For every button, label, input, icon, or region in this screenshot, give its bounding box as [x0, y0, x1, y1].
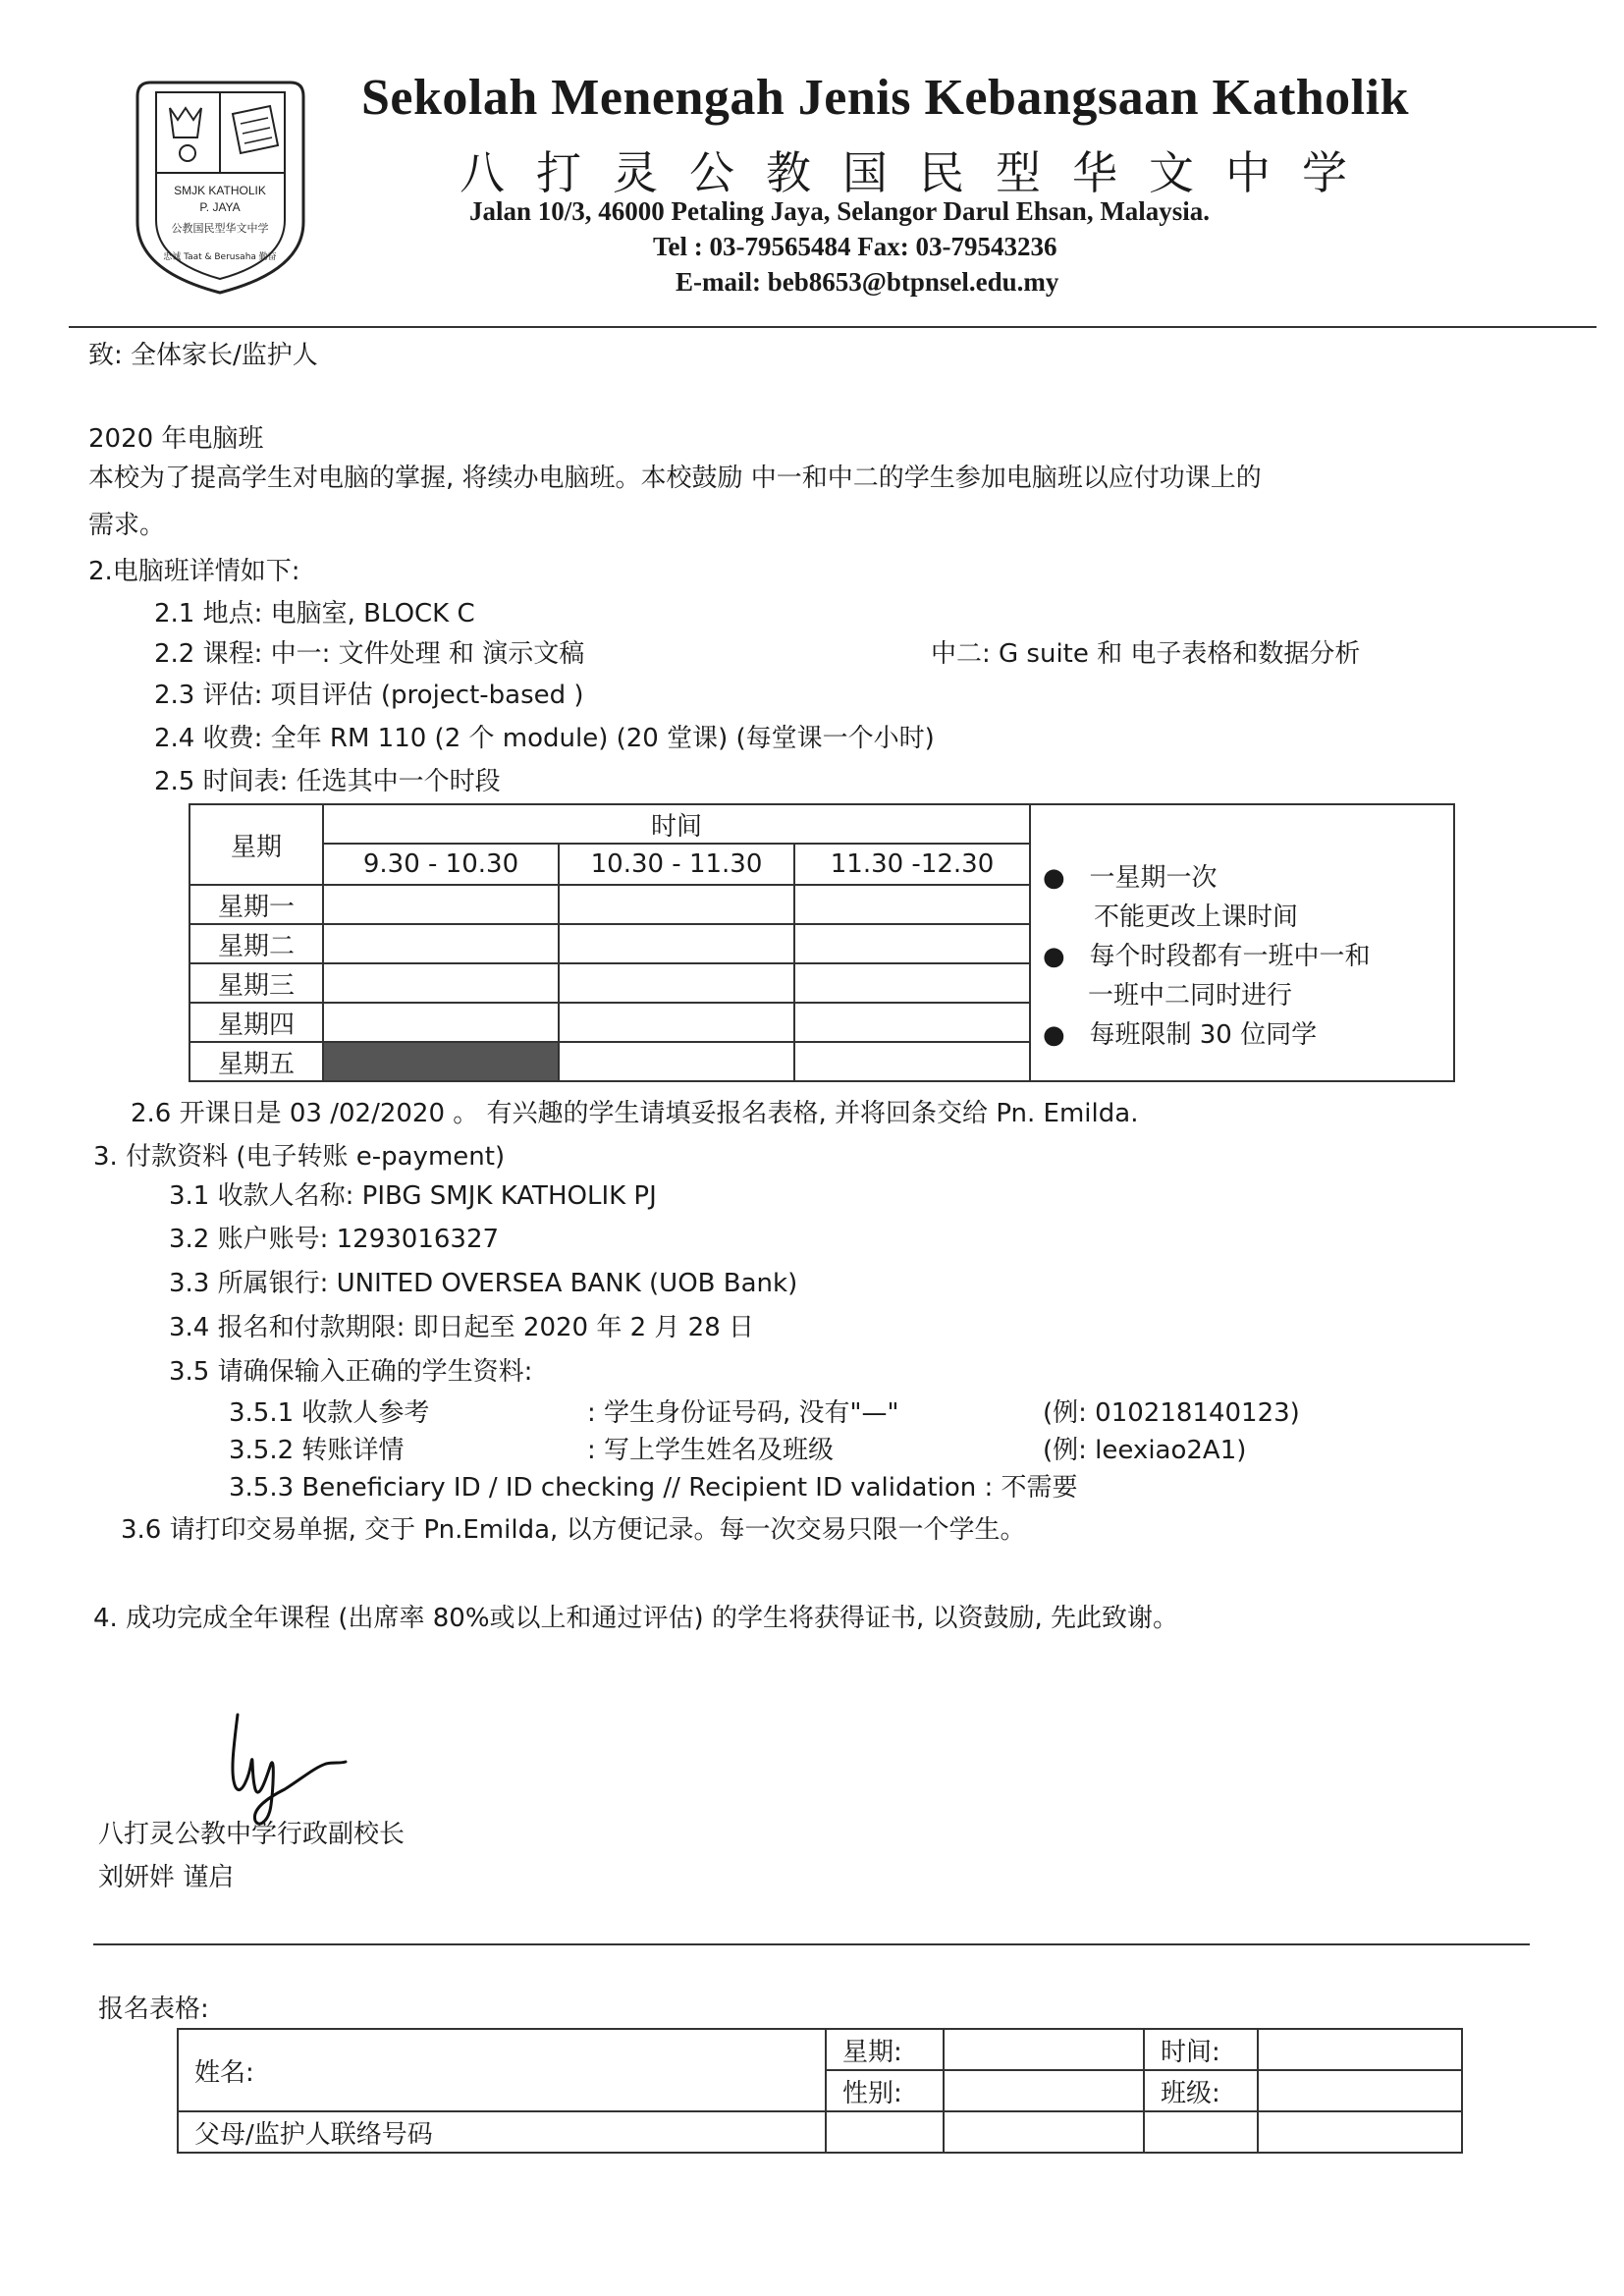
- class-label: 班级:: [1144, 2070, 1258, 2111]
- schedule-cell: [794, 1003, 1030, 1042]
- item-3-5-1-example: (例: 010218140123): [1043, 1398, 1300, 1428]
- intro-paragraph-line1: 本校为了提高学生对电脑的掌握, 将续办电脑班。本校鼓励 中一和中二的学生参加电脑班以应付功课上的: [88, 464, 1262, 493]
- school-email: E-mail: beb8653@btpnsel.edu.my: [676, 267, 1059, 297]
- slot-header: 9.30 - 10.30: [323, 844, 559, 885]
- name-label: 姓名:: [194, 2057, 254, 2088]
- phone-field[interactable]: [944, 2111, 1144, 2153]
- registration-form: [177, 2028, 1463, 2154]
- schedule-cell: [794, 924, 1030, 963]
- item-2-5-timetable: 2.5 时间表: 任选其中一个时段: [154, 767, 501, 796]
- schedule-day-header: 星期: [189, 804, 323, 885]
- item-3-1-payee: 3.1 收款人名称: PIBG SMJK KATHOLIK PJ: [169, 1181, 657, 1211]
- schedule-cell: [323, 1003, 559, 1042]
- item-3-5-2-example: (例: leexiao2A1): [1043, 1436, 1247, 1465]
- day-label: 星期五: [189, 1042, 323, 1081]
- item-3-5-2-label: 3.5.2 转账详情: [229, 1436, 405, 1465]
- item-2-1-location: 2.1 地点: 电脑室, BLOCK C: [154, 599, 475, 629]
- item-2-3-assessment: 2.3 评估: 项目评估 (project-based ): [154, 681, 584, 710]
- school-name-chinese: 八打灵公教国民型华文中学: [460, 146, 1379, 199]
- phone-field[interactable]: [826, 2111, 944, 2153]
- note-item: ● 一星期一次: [1043, 863, 1218, 893]
- schedule-cell: [559, 885, 794, 924]
- item-3-5-2-value: : 写上学生姓名及班级: [587, 1436, 835, 1465]
- school-crest-logo: [131, 75, 310, 299]
- intro-paragraph-line2: 需求。: [88, 511, 166, 540]
- letter-title: 2020 年电脑班: [88, 424, 264, 454]
- item-2-6-start-date: 2.6 开课日是 03 /02/2020 。 有兴趣的学生请填妥报名表格, 并将回条交给 Pn. Emilda.: [131, 1099, 1139, 1128]
- letter-recipient: 致: 全体家长/监护人: [88, 341, 318, 370]
- note-item: ● 每班限制 30 位同学: [1043, 1020, 1318, 1050]
- bullet-icon: ●: [1043, 863, 1090, 893]
- item-2-2-course-form1: 2.2 课程: 中一: 文件处理 和 演示文稿: [154, 639, 585, 669]
- bullet-icon: ●: [1043, 942, 1090, 971]
- crest-text-motto: 忠诚 Taat & Berusaha 勤奋: [163, 252, 277, 262]
- gender-field[interactable]: [944, 2070, 1144, 2111]
- form-divider: [93, 1943, 1530, 1945]
- schedule-cell: [323, 924, 559, 963]
- note-item: 不能更改上课时间: [1094, 902, 1299, 932]
- school-phone-fax: Tel : 03-79565484 Fax: 03-79543236: [653, 232, 1057, 261]
- day-field[interactable]: [944, 2029, 1144, 2070]
- schedule-notes-cell: [1030, 804, 1454, 1081]
- phone-field[interactable]: [1144, 2111, 1258, 2153]
- note-item: 一班中二同时进行: [1088, 981, 1293, 1011]
- section-4-certificate: 4. 成功完成全年课程 (出席率 80%或以上和通过评估) 的学生将获得证书, 以资鼓励, 先此致谢。: [93, 1604, 1179, 1633]
- slot-header: 10.30 - 11.30: [559, 844, 794, 885]
- signature-image: [216, 1707, 349, 1832]
- item-3-6-receipt: 3.6 请打印交易单据, 交于 Pn.Emilda, 以方便记录。每一次交易只限一个学生。: [121, 1515, 1026, 1545]
- phone-label: 父母/监护人联络号码: [178, 2111, 826, 2153]
- header-divider: [69, 326, 1597, 328]
- day-label: 星期二: [189, 924, 323, 963]
- signoff-name: 刘妍姅 谨启: [98, 1863, 235, 1892]
- schedule-cell-unavailable: [323, 1042, 559, 1081]
- section-2-heading: 2.电脑班详情如下:: [88, 557, 300, 586]
- item-3-5-3: 3.5.3 Beneficiary ID / ID checking // Recipient ID validation : 不需要: [229, 1473, 1078, 1503]
- schedule-cell: [323, 963, 559, 1003]
- school-name: Sekolah Menengah Jenis Kebangsaan Katholik: [361, 70, 1409, 126]
- crest-text-town: P. JAYA: [199, 200, 241, 214]
- time-label: 时间:: [1144, 2029, 1258, 2070]
- item-2-2-course-form2: 中二: G suite 和 电子表格和数据分析: [931, 639, 1361, 669]
- section-3-heading: 3. 付款资料 (电子转账 e-payment): [93, 1142, 506, 1172]
- item-3-5-instruction: 3.5 请确保输入正确的学生资料:: [169, 1357, 533, 1387]
- schedule-cell: [559, 1003, 794, 1042]
- slot-header: 11.30 -12.30: [794, 844, 1030, 885]
- schedule-cell: [794, 885, 1030, 924]
- crest-text-zh: 公教国民型华文中学: [171, 222, 269, 235]
- name-field[interactable]: [178, 2029, 826, 2111]
- school-address: Jalan 10/3, 46000 Petaling Jaya, Selangor Darul Ehsan, Malaysia.: [469, 196, 1211, 226]
- form-title: 报名表格:: [98, 1995, 209, 2024]
- schedule-table: [189, 803, 1455, 1082]
- item-3-3-bank: 3.3 所属银行: UNITED OVERSEA BANK (UOB Bank): [169, 1269, 798, 1298]
- schedule-cell: [559, 1042, 794, 1081]
- day-label: 星期:: [826, 2029, 944, 2070]
- day-label: 星期四: [189, 1003, 323, 1042]
- day-label: 星期一: [189, 885, 323, 924]
- schedule-cell: [559, 963, 794, 1003]
- class-field[interactable]: [1258, 2070, 1462, 2111]
- note-item: ● 每个时段都有一班中一和: [1043, 942, 1371, 971]
- item-3-5-1-label: 3.5.1 收款人参考: [229, 1398, 430, 1428]
- schedule-time-header: 时间: [323, 804, 1030, 844]
- item-3-4-deadline: 3.4 报名和付款期限: 即日起至 2020 年 2 月 28 日: [169, 1313, 755, 1342]
- item-3-5-1-value: : 学生身份证号码, 没有"—": [587, 1398, 899, 1428]
- bullet-icon: ●: [1043, 1020, 1090, 1050]
- schedule-cell: [323, 885, 559, 924]
- phone-field[interactable]: [1258, 2111, 1462, 2153]
- time-field[interactable]: [1258, 2029, 1462, 2070]
- day-label: 星期三: [189, 963, 323, 1003]
- schedule-cell: [794, 1042, 1030, 1081]
- signoff-title: 八打灵公教中学行政副校长: [98, 1820, 406, 1849]
- schedule-cell: [794, 963, 1030, 1003]
- item-2-4-fee: 2.4 收费: 全年 RM 110 (2 个 module) (20 堂课) (每堂课一个小时): [154, 724, 935, 753]
- gender-label: 性别:: [826, 2070, 944, 2111]
- crest-text-school: SMJK KATHOLIK: [174, 184, 266, 197]
- item-3-2-account: 3.2 账户账号: 1293016327: [169, 1225, 500, 1254]
- schedule-cell: [559, 924, 794, 963]
